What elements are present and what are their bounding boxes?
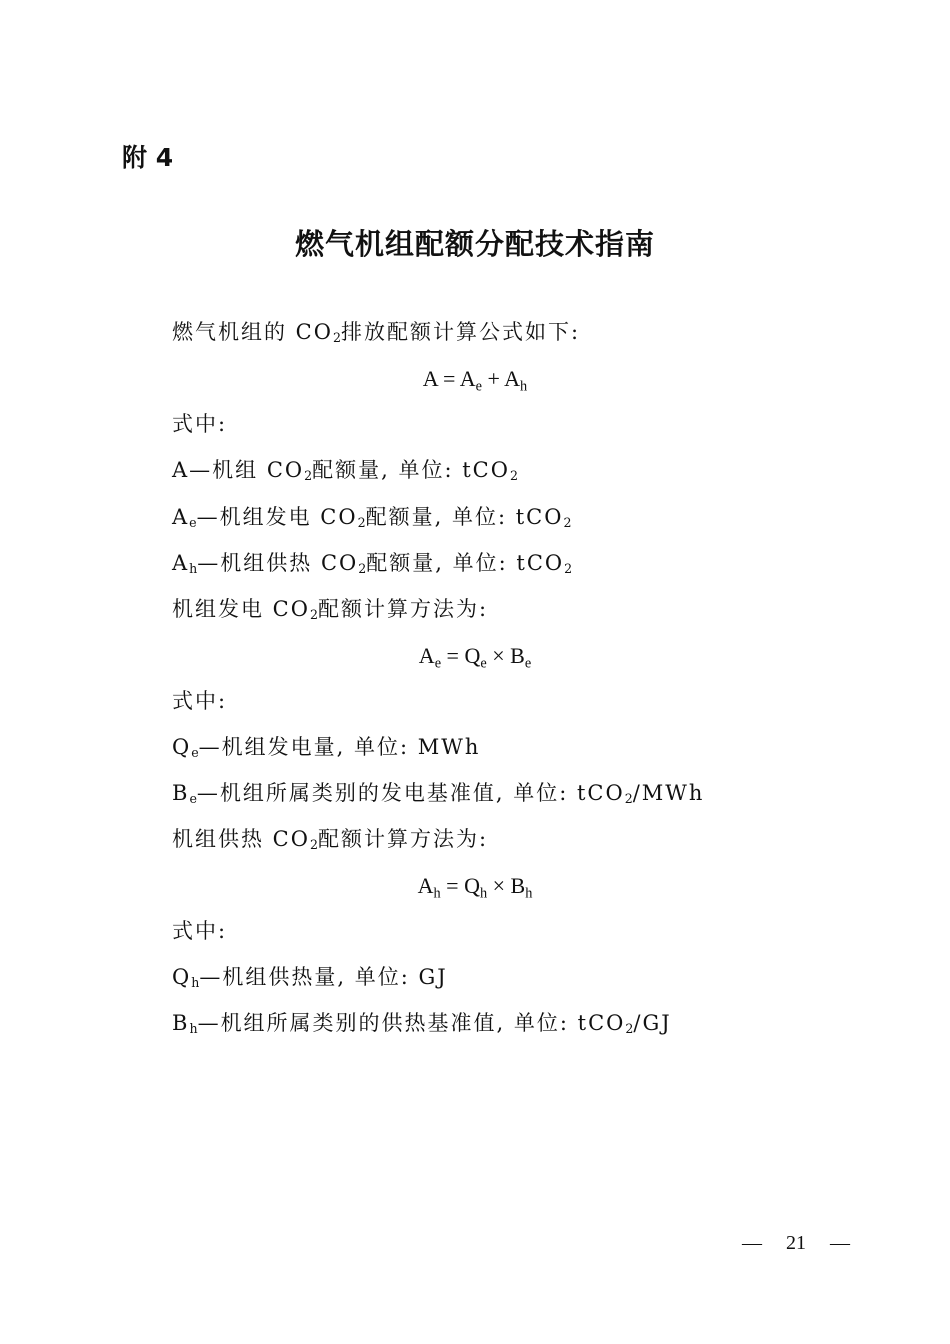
footer-dash-left: — xyxy=(742,1232,762,1254)
where-label-2: 式中: xyxy=(172,689,228,713)
formula-heat: Ah = Qh × Bh xyxy=(417,873,533,902)
definition-Ah: Ah—机组供热 CO2配额量, 单位: tCO2 xyxy=(172,551,573,577)
page-footer xyxy=(730,1232,862,1255)
definition-A: A—机组 CO2配额量, 单位: tCO2 xyxy=(172,458,518,484)
annex-label: 附 4 xyxy=(122,143,174,172)
definition-Qh: Qh—机组供热量, 单位: GJ xyxy=(172,965,448,991)
definition-Ae: Ae—机组发电 CO2配额量, 单位: tCO2 xyxy=(172,505,572,531)
definition-Qe: Qe—机组发电量, 单位: MWh xyxy=(172,735,481,761)
definition-Be: Be—机组所属类别的发电基准值, 单位: tCO2/MWh xyxy=(172,781,705,807)
page-number: 21 xyxy=(786,1232,806,1254)
intro-line: 燃气机组的 CO2排放配额计算公式如下: xyxy=(172,320,581,346)
where-label-1: 式中: xyxy=(172,412,228,436)
method-heat: 机组供热 CO2配额计算方法为: xyxy=(172,827,489,853)
where-label-3: 式中: xyxy=(172,919,228,943)
footer-dash-right: — xyxy=(830,1232,850,1254)
page-title: 燃气机组配额分配技术指南 xyxy=(294,227,655,261)
formula-electricity: Ae = Qe × Be xyxy=(418,643,532,672)
formula-total: A = Ae + Ah xyxy=(422,366,528,395)
method-electricity: 机组发电 CO2配额计算方法为: xyxy=(172,597,489,623)
definition-Bh: Bh—机组所属类别的供热基准值, 单位: tCO2/GJ xyxy=(172,1011,672,1037)
